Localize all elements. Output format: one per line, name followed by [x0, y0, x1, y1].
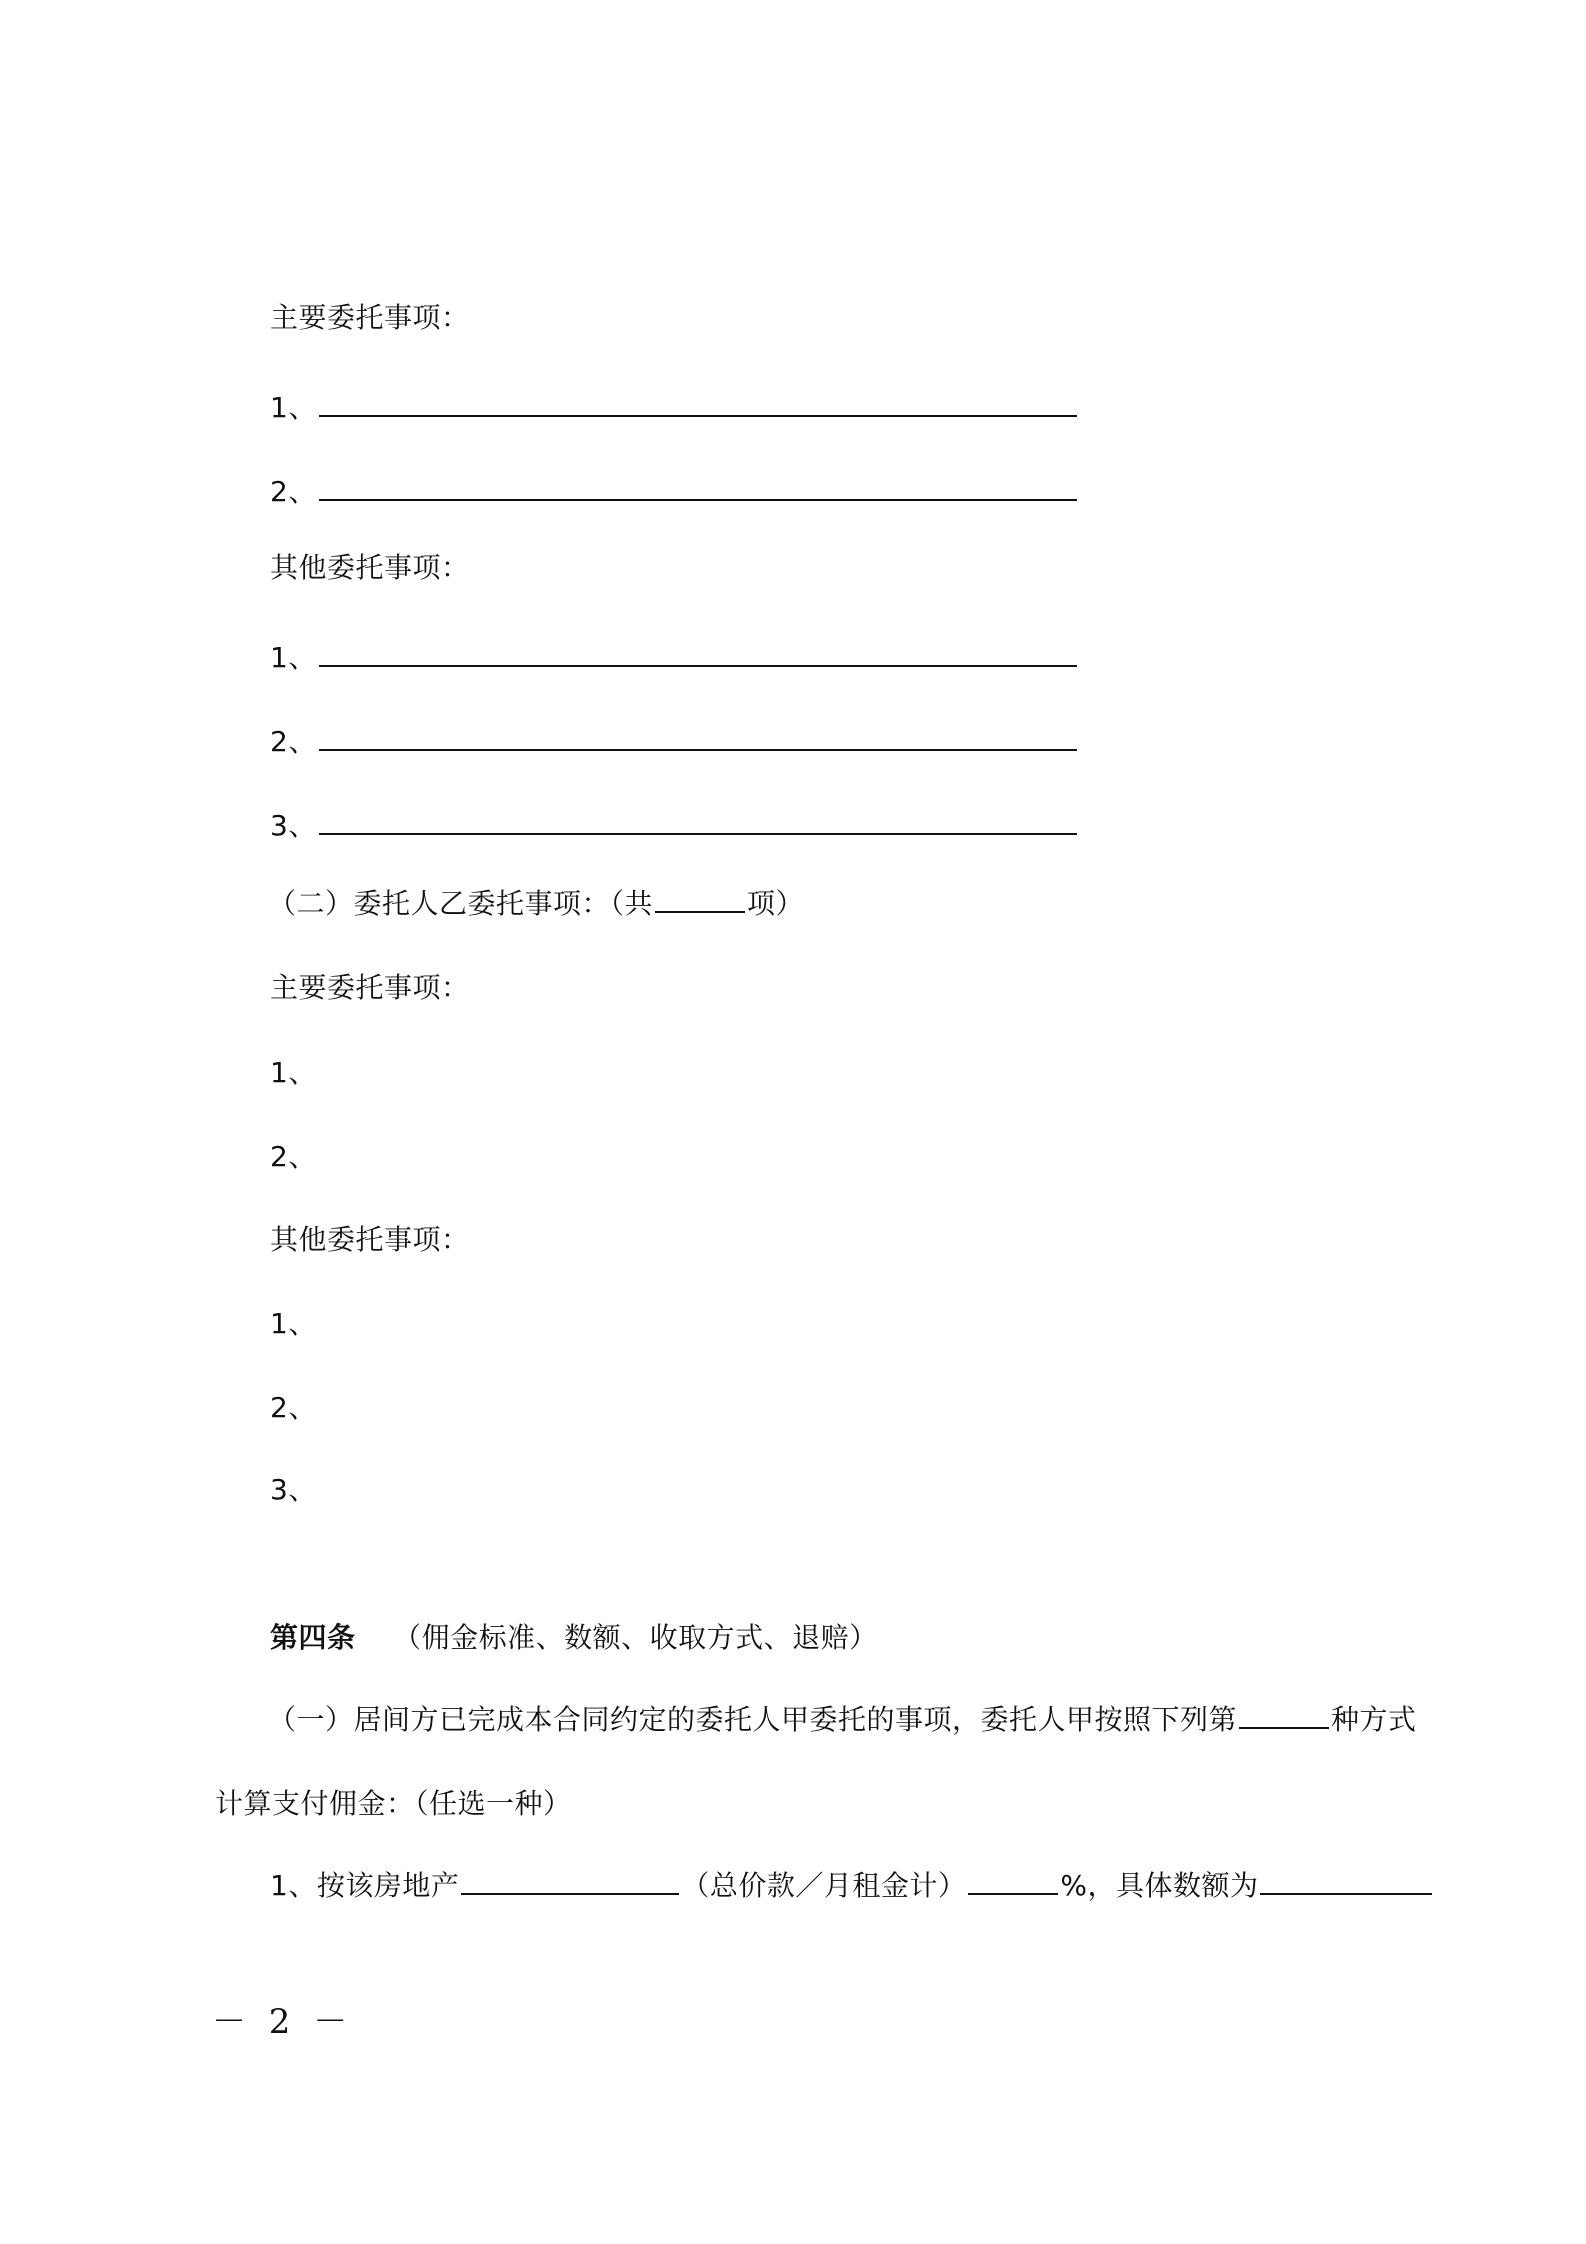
amount-blank[interactable] — [1260, 1867, 1432, 1895]
main-item-row: 1、 — [270, 1056, 317, 1089]
commission-paragraph: （一）居间方已完成本合同约定的委托人甲委托的事项，委托人甲按照下列第 种方式 — [268, 1703, 1417, 1736]
article-label: 第四条 — [270, 1621, 356, 1654]
commission-paragraph-continued: 计算支付佣金：（任选一种） — [215, 1787, 572, 1820]
other-item-row: 1、 — [270, 1307, 317, 1340]
other-item-row: 3、 — [270, 1473, 317, 1506]
page-number: － 2 － — [212, 2002, 354, 2042]
main-item-row: 2、 — [270, 472, 1079, 512]
percentage-blank[interactable] — [968, 1867, 1058, 1895]
fill-in-blank[interactable] — [319, 389, 1077, 417]
section-b-title: （二）委托人乙委托事项：（共 项） — [268, 887, 805, 920]
item-count-blank[interactable] — [655, 885, 745, 913]
commission-option-1: 1、按该房地产 （总价款／月租金计） %，具体数额为 — [270, 1866, 1434, 1906]
main-item-row: 2、 — [270, 1140, 317, 1173]
other-item-row: 2、 — [270, 1391, 317, 1424]
main-item-row: 1、 — [270, 388, 1079, 428]
article-title: （佣金标准、数额、收取方式、退赔） — [393, 1621, 878, 1654]
other-item-row: 2、 — [270, 722, 1079, 762]
main-items-heading: 主要委托事项： — [270, 301, 470, 334]
other-items-heading: 其他委托事项： — [270, 1223, 470, 1256]
main-items-heading: 主要委托事项： — [270, 971, 470, 1004]
basis-blank[interactable] — [461, 1867, 679, 1895]
method-number-blank[interactable] — [1239, 1701, 1329, 1729]
fill-in-blank[interactable] — [319, 807, 1077, 835]
other-item-row: 1、 — [270, 638, 1079, 678]
article-four-heading — [270, 1618, 878, 1658]
fill-in-blank[interactable] — [319, 723, 1077, 751]
fill-in-blank[interactable] — [319, 639, 1077, 667]
fill-in-blank[interactable] — [319, 473, 1077, 501]
other-items-heading: 其他委托事项： — [270, 551, 470, 584]
other-item-row: 3、 — [270, 806, 1079, 846]
